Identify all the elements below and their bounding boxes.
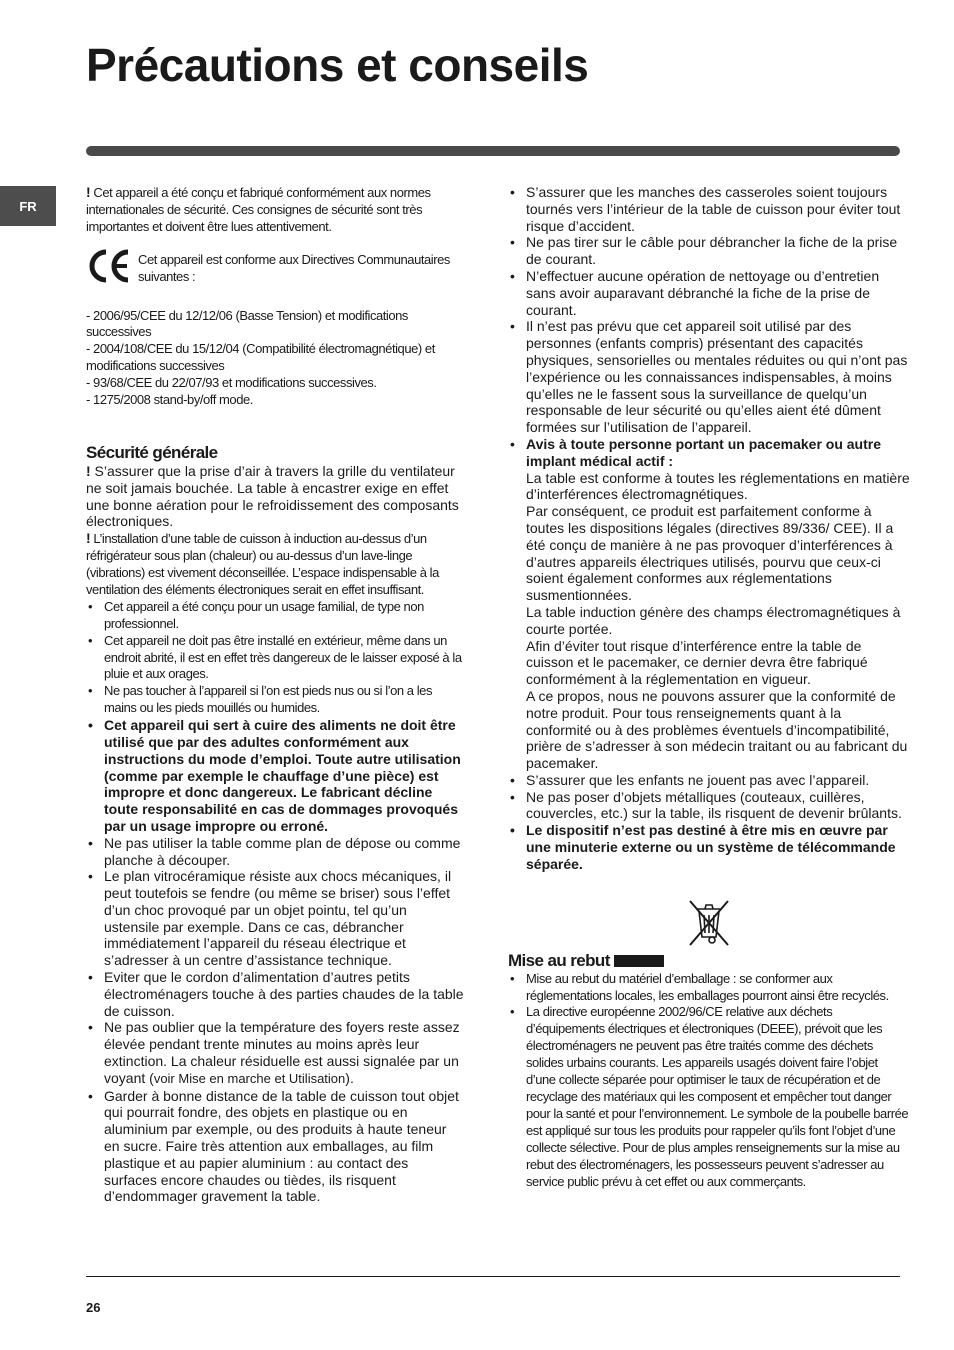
page-number: 26 (86, 1300, 101, 1315)
list-item: • S’assurer que les manches des casseroles soient toujours tournés vers l’intérieur de la table de cuisson pour éviter tout risque d’accident. (508, 184, 910, 234)
ce-conformity (86, 248, 464, 286)
list-item-pacemaker (508, 436, 910, 772)
directive-item: - 93/68/CEE du 22/07/93 et modifications successives. (86, 375, 377, 391)
crossed-bin-icon (682, 895, 736, 949)
directive-item: - 1275/2008 stand-by/off mode. (86, 392, 253, 408)
heading-bar (614, 955, 664, 967)
warning-text: S’assurer que la prise d’air à travers la grille du ventilateur ne soit jamais bouchée. La table à encastrer exige en effet une bonne aération pour le refroidissement des composants électroniques. (86, 462, 459, 530)
list-item: • Cet appareil a été conçu pour un usage familial, de type non professionnel. (86, 599, 464, 633)
list-item-bold: • Cet appareil qui sert à cuire des aliments ne doit être utilisé que par des adultes conformément aux instructions du mode d’emploi. Toute autre utilisation (comme par exemple le chauffage d’une pièce) est impropre et donc dangereux. Le fabricant décline toute responsabilité en cas de dommages provoqués par un usage impropre ou erroné. (86, 717, 464, 835)
list-item-residual-heat (86, 1019, 464, 1087)
page-title: Précautions et conseils (86, 39, 589, 91)
list-item: • Eviter que le cordon d’alimentation d’autres petits électroménagers touche à des parties chaudes de la table de cuisson. (86, 969, 464, 1019)
ce-text: Cet appareil est conforme aux Directives Communautaires suivantes : (138, 251, 450, 284)
list-item: • Mise au rebut du matériel d’emballage : se conformer aux réglementations locales, les emballages pourront ainsi être recyclés. (508, 971, 910, 1005)
warning-ventilation (86, 463, 464, 530)
section-heading-rebut (508, 951, 910, 971)
list-item: • Cet appareil ne doit pas être installé en extérieur, même dans un endroit abrité, il est en effet très dangereux de le laisser exposé à la pluie et aux orages. (86, 633, 464, 684)
list-item: • S’assurer que les enfants ne jouent pas avec l’appareil. (508, 772, 910, 789)
list-item: • Ne pas toucher à l’appareil si l’on est pieds nus ou si l’on a les mains ou les pieds mouillés ou humides. (86, 683, 464, 717)
list-item: • Garder à bonne distance de la table de cuisson tout objet qui pourrait fondre, des objets en plastique ou en aluminium par exemple, ou des produits à haute teneur en sucre. Faire très attention aux emballages, au film plastique et au papier aluminium : au contact des surfaces encore chaudes ou tièdes, ils risquent d’endommager gravement la table. (86, 1088, 464, 1206)
disposal-list (508, 971, 910, 1191)
directive-item: - 2004/108/CEE du 15/12/04 (Compatibilité électromagnétique) et modifications successives (86, 341, 435, 374)
list-item: • N’effectuer aucune opération de nettoyage ou d’entretien sans avoir auparavant débranché la fiche de la prise de courant. (508, 268, 910, 318)
left-column (86, 184, 464, 1205)
list-item: • Ne pas tirer sur le câble pour débrancher la fiche de la prise de courant. (508, 234, 910, 268)
cross-reference: voir Mise en marche et Utilisation (153, 1070, 346, 1086)
pacemaker-paragraph: Par conséquent, ce produit est parfaitement conforme à toutes les dispositions légales (directives 89/336/ CEE). Il a été conçu de manière à ne pas provoquer d’interférences à d’autres appareils électriques utilisés, pourvu que ceux-ci soient également conformes aux réglementations susmentionnées. (526, 503, 894, 604)
list-item: • Le plan vitrocéramique résiste aux chocs mécaniques, il peut toutefois se fendre (ou même se briser) sous l’effet d’un choc provoqué par un objet pointu, tel qu’un ustensile par exemple. Dans ce cas, débrancher immédiatement l’appareil du réseau électrique et s’adresser à un centre d’assistance technique. (86, 868, 464, 969)
pacemaker-heading: • Avis à toute personne portant un pacemaker ou autre implant médical actif : (526, 435, 882, 469)
intro-paragraph (86, 184, 464, 236)
safety-list-continued (508, 184, 910, 873)
rebut-heading-text: Mise au rebut (508, 950, 610, 970)
ce-mark-icon (86, 248, 132, 284)
pacemaker-paragraph: La table induction génère des champs électromagnétiques à courte portée. (526, 603, 901, 637)
residual-end: ). (345, 1069, 354, 1086)
list-item-bold: • Le dispositif n’est pas destiné à être mis en œuvre par une minuterie externe ou un système de télécommande séparée. (508, 822, 910, 872)
list-item: • Ne pas poser d’objets métalliques (couteaux, cuillères, couvercles, etc.) sur la table, ils risquent de devenir brûlants. (508, 789, 910, 823)
weee-symbol (508, 895, 910, 949)
list-item: • Il n’est pas prévu que cet appareil soit utilisé par des personnes (enfants compris) présentant des capacités physiques, sensorielles ou mentales réduites ou qui n’ont pas l’expérience ou les connaissances indispensables, à moins qu’elles ne le fassent sous la surveillance de quelqu’un responsable de leur sécurité ou qu’elles aient été dûment formées sur l’utilisation de l’appareil. (508, 318, 910, 436)
directives-list (86, 308, 464, 409)
pacemaker-paragraph: Afin d’éviter tout risque d’interférence entre la table de cuisson et le pacemaker, ce dernier devra être fabriqué conformément à la réglementation en vigueur. (526, 637, 868, 688)
warning-text: L’installation d’une table de cuisson à induction au-dessus d’un réfrigérateur sous plan (chaleur) ou au-dessus d’un lave-linge (vibrations) est vivement déconseillée. L’espace indispensable à la ventilation des éléments électroniques serait en effet insuffisant. (86, 531, 439, 597)
language-tab: FR (0, 186, 56, 226)
warning-mark: ! (86, 462, 91, 479)
safety-list (86, 599, 464, 1205)
intro-text: Cet appareil a été conçu et fabriqué conformément aux normes internationales de sécurité. Ces consignes de sécurité sont très importantes et doivent être lues attentivement. (86, 185, 431, 234)
section-heading-securite: Sécurité générale (86, 442, 218, 462)
warning-installation (86, 530, 464, 599)
pacemaker-paragraph: La table est conforme à toutes les réglementations en matière d’interférences électromagnétiques. (526, 469, 910, 503)
pacemaker-paragraph: A ce propos, nous ne pouvons assurer que la conformité de notre produit. Pour tous renseignements quant à la conformité ou à des problèmes éventuels d’incompatibilité, prière de s’adresser à son médecin traitant ou au fabricant du pacemaker. (526, 687, 908, 772)
warning-mark: ! (86, 530, 91, 547)
title-rule (86, 146, 900, 156)
directive-item: - 2006/95/CEE du 12/12/06 (Basse Tension) et modifications successives (86, 307, 408, 340)
residual-text: Ne pas oublier que la température des foyers reste assez élevée pendant trente minutes au moins après leur extinction. La chaleur résiduelle est aussi signalée par un voyant ( (104, 1019, 460, 1086)
list-item: • La directive européenne 2002/96/CE relative aux déchets d’équipements électriques et électroniques (DEEE), prévoit que les électroménagers ne peuvent pas être traités comme des déchets solides urbains courants. Les appareils usagés doivent faire l’objet d’une collecte séparée pour optimiser le taux de récupération et de recyclage des matériaux qui les composent et empêcher tout danger pour la santé et pour l’environnement. Le symbole de la poubelle barrée est appliqué sur tous les produits pour rappeler qu’ils font l’objet d’une collecte sélective. Pour de plus amples renseignements sur la mise au rebut des électroménagers, les possesseurs peuvent s’adresser au service public prévu à cet effet ou aux commerçants. (508, 1004, 910, 1190)
warning-mark: ! (86, 184, 91, 200)
right-column (508, 184, 910, 1190)
list-item: • Ne pas utiliser la table comme plan de dépose ou comme planche à découper. (86, 835, 464, 869)
footer-rule (86, 1276, 900, 1277)
